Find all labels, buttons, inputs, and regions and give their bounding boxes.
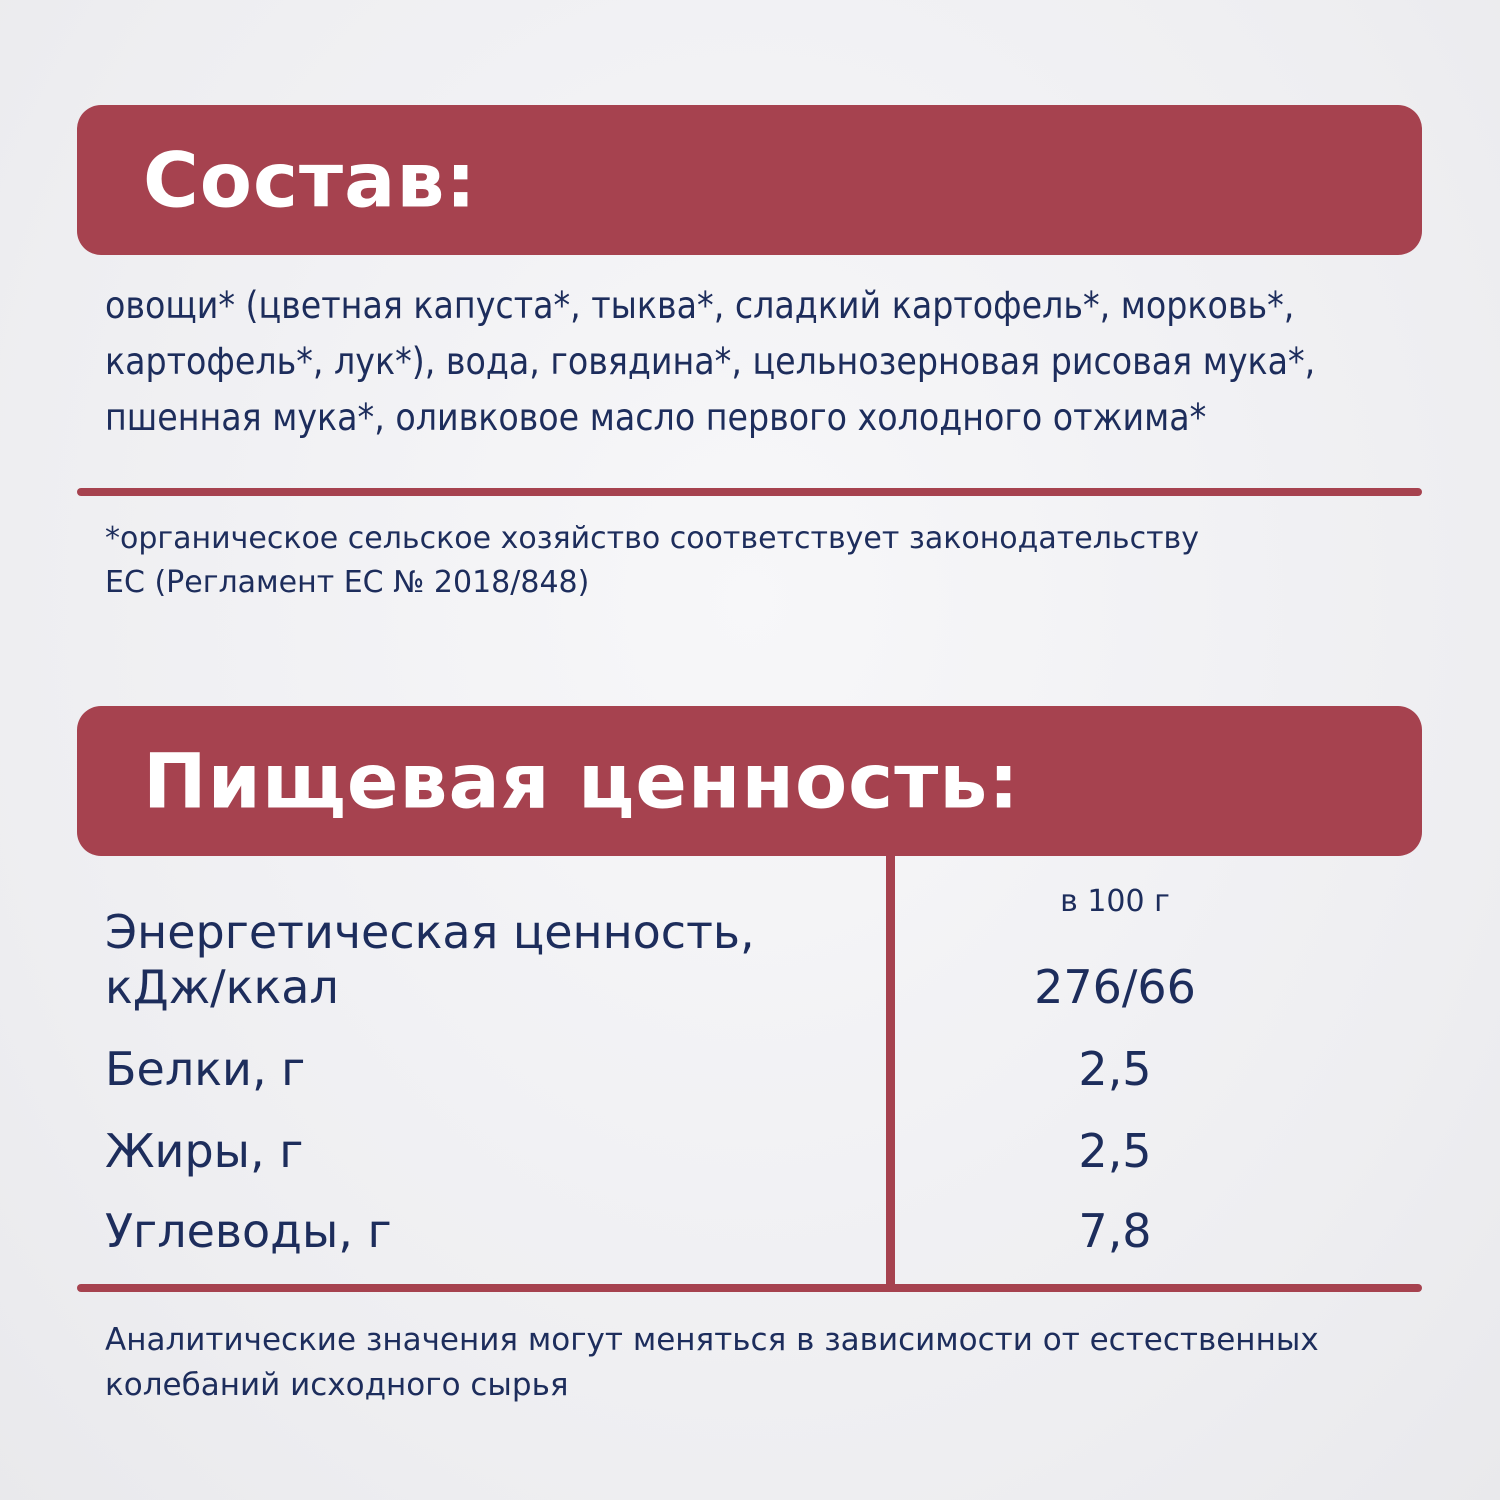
composition-banner [77,105,1422,255]
composition-title: Состав: [143,135,477,225]
ingredients-list [105,278,1425,446]
energy-label-line2: кДж/ккал [105,960,339,1014]
fat-value: 2,5 [1078,1124,1152,1178]
energy-value: 276/66 [1034,960,1196,1014]
ingredients-line: пшенная мука*, оливковое масло первого холодного отжима* [105,396,1207,439]
table-column-divider [886,856,895,1286]
energy-label-line1: Энергетическая ценность, [105,905,755,959]
carbs-label: Углеводы, г [105,1204,392,1258]
organic-footnote [105,517,1199,605]
protein-label: Белки, г [105,1042,306,1096]
analytic-note [105,1318,1319,1408]
fat-label: Жиры, г [105,1124,304,1178]
analytic-note-line: Аналитические значения могут меняться в зависимости от естественных [105,1322,1319,1358]
ingredients-line: овощи* (цветная капуста*, тыква*, сладкий картофель*, морковь*, [105,284,1295,327]
nutrition-title: Пищевая ценность: [143,736,1020,826]
analytic-note-line: колебаний исходного сырья [105,1367,569,1403]
ingredients-line: картофель*, лук*), вода, говядина*, цельнозерновая рисовая мука*, [105,340,1316,383]
protein-value: 2,5 [1078,1042,1152,1096]
nutrition-table-bottom-rule [77,1284,1422,1292]
nutrition-banner [77,706,1422,856]
footnote-line: ЕС (Регламент ЕС № 2018/848) [105,565,590,600]
carbs-value: 7,8 [1078,1204,1152,1258]
per-100g-header: в 100 г [1060,884,1170,919]
footnote-line: *органическое сельское хозяйство соответствует законодательству [105,521,1199,556]
composition-divider [77,488,1422,496]
